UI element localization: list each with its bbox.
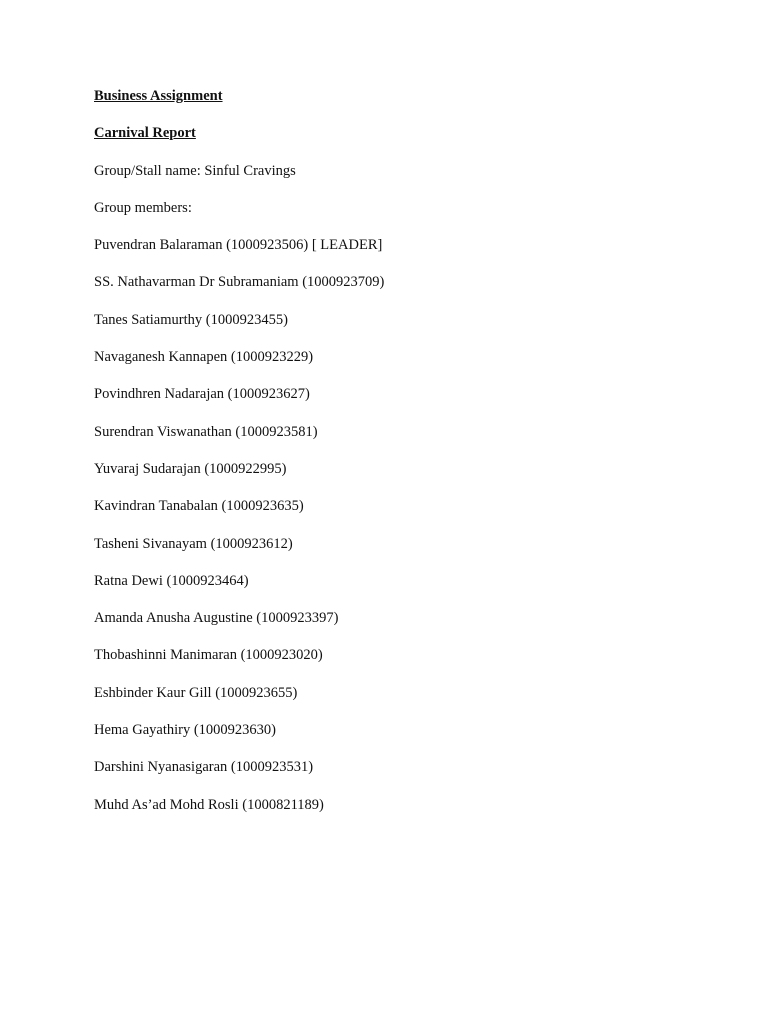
member-item: Puvendran Balaraman (1000923506) [ LEADER] xyxy=(94,237,383,254)
member-item: Darshini Nyanasigaran (1000923531) xyxy=(94,759,314,776)
member-item: Muhd As’ad Mohd Rosli (1000821189) xyxy=(94,796,324,813)
stall-name: Group/Stall name: Sinful Cravings xyxy=(94,162,296,179)
member-item: Thobashinni Manimaran (1000923020) xyxy=(94,647,323,664)
member-item: Surendran Viswanathan (1000923581) xyxy=(94,423,318,440)
member-item: SS. Nathavarman Dr Subramaniam (1000923709) xyxy=(94,274,385,291)
member-item: Tanes Satiamurthy (1000923455) xyxy=(94,311,288,328)
document-heading: Business Assignment xyxy=(94,88,223,104)
member-item: Tasheni Sivanayam (1000923612) xyxy=(94,535,293,552)
member-item: Navaganesh Kannapen (1000923229) xyxy=(94,349,314,366)
member-item: Yuvaraj Sudarajan (1000922995) xyxy=(94,460,287,477)
member-item: Amanda Anusha Augustine (1000923397) xyxy=(94,610,339,627)
member-item: Ratna Dewi (1000923464) xyxy=(94,572,249,589)
member-item: Povindhren Nadarajan (1000923627) xyxy=(94,386,310,403)
member-item: Eshbinder Kaur Gill (1000923655) xyxy=(94,684,298,701)
document-body xyxy=(94,86,694,832)
report-title: Carnival Report xyxy=(94,125,196,142)
member-item: Hema Gayathiry (1000923630) xyxy=(94,722,277,739)
member-item: Kavindran Tanabalan (1000923635) xyxy=(94,498,304,515)
members-label: Group members: xyxy=(94,199,192,216)
